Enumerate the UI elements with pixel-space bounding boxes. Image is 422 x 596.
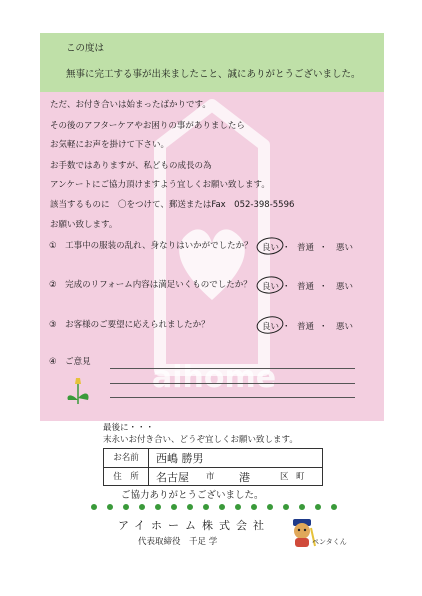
watermark-text: aihome bbox=[152, 360, 277, 395]
choice-dot: ・ bbox=[319, 322, 328, 332]
question-2: ② 完成のリフォーム内容は満足いくものでしたか？ bbox=[49, 280, 252, 290]
opinion-label: ④ ご意見 bbox=[49, 357, 91, 367]
choice-dot: ・ bbox=[282, 282, 291, 292]
choice-dot: ・ bbox=[282, 322, 291, 332]
choice-normal[interactable]: 普通 bbox=[297, 282, 315, 292]
mascot-label: ペンタくん bbox=[312, 538, 347, 546]
choice-bad[interactable]: 悪い bbox=[336, 243, 354, 253]
closing-line-2: 末永いお付き合い、どうぞ宜しくお願い致します。 bbox=[103, 435, 298, 445]
intro-line: ただ、お付き合いは始まったばかりです。 bbox=[50, 100, 211, 110]
choice-bad[interactable]: 悪い bbox=[336, 322, 354, 332]
circle-mark-icon bbox=[256, 236, 284, 255]
intro-line: お手数ではありますが、私どもの成長の為 bbox=[50, 161, 212, 171]
header-line-1: この度は bbox=[66, 43, 105, 54]
name-label: お名前 bbox=[104, 449, 149, 467]
closing-line-1: 最後に・・・ bbox=[103, 423, 155, 433]
address-ward[interactable]: 港 bbox=[239, 471, 250, 484]
circle-mark-icon bbox=[256, 276, 284, 295]
opinion-line[interactable] bbox=[110, 397, 355, 398]
address-city[interactable]: 名古屋 bbox=[156, 471, 189, 484]
choice-bad[interactable]: 悪い bbox=[336, 282, 354, 292]
intro-line: その後のアフターケアやお困りの事がありましたら bbox=[50, 121, 245, 131]
name-value[interactable]: 西嶋 勝男 bbox=[156, 452, 204, 465]
choice-good[interactable]: 良い bbox=[262, 282, 280, 292]
name-row bbox=[104, 449, 322, 467]
intro-line: 該当するものに 〇をつけて、郵送またはFax 052-398-5596 bbox=[50, 200, 295, 210]
clover-border-icon bbox=[88, 500, 338, 514]
address-town-suffix: 町 bbox=[296, 472, 305, 482]
intro-line: アンケートにご協力頂けますよう宜しくお願い致します。 bbox=[50, 180, 270, 190]
company-name: アイホーム株式会社 bbox=[118, 519, 271, 532]
header-line-2: 無事に完工する事が出来ましたこと、誠にありがとうございました。 bbox=[66, 69, 361, 80]
thanks-text: ご協力ありがとうございました。 bbox=[121, 490, 264, 501]
question-1: ① 工事中の服装の乱れ、身なりはいかがでしたか？ bbox=[49, 241, 253, 251]
question-3: ③ お客様のご要望に応えられましたか？ bbox=[49, 320, 210, 330]
choice-dot: ・ bbox=[319, 243, 328, 253]
representative: 代表取締役 千足 学 bbox=[138, 537, 218, 547]
choice-dot: ・ bbox=[282, 243, 291, 253]
choice-dot: ・ bbox=[319, 282, 328, 292]
opinion-line[interactable] bbox=[110, 383, 355, 384]
intro-line: お気軽にお声を掛けて下さい。 bbox=[50, 140, 170, 150]
address-row bbox=[104, 467, 322, 486]
address-city-suffix: 市 bbox=[206, 472, 215, 482]
intro-line: お願い致します。 bbox=[50, 220, 118, 230]
tulip-icon bbox=[58, 370, 98, 410]
choice-good[interactable]: 良い bbox=[262, 322, 280, 332]
address-ward-suffix: 区 bbox=[280, 472, 289, 482]
address-label: 住 所 bbox=[104, 468, 149, 486]
signature-table bbox=[103, 448, 323, 486]
circle-mark-icon bbox=[256, 315, 284, 335]
opinion-line[interactable] bbox=[110, 368, 355, 369]
choice-normal[interactable]: 普通 bbox=[297, 322, 315, 332]
choice-good[interactable]: 良い bbox=[262, 243, 280, 253]
choice-normal[interactable]: 普通 bbox=[297, 243, 315, 253]
